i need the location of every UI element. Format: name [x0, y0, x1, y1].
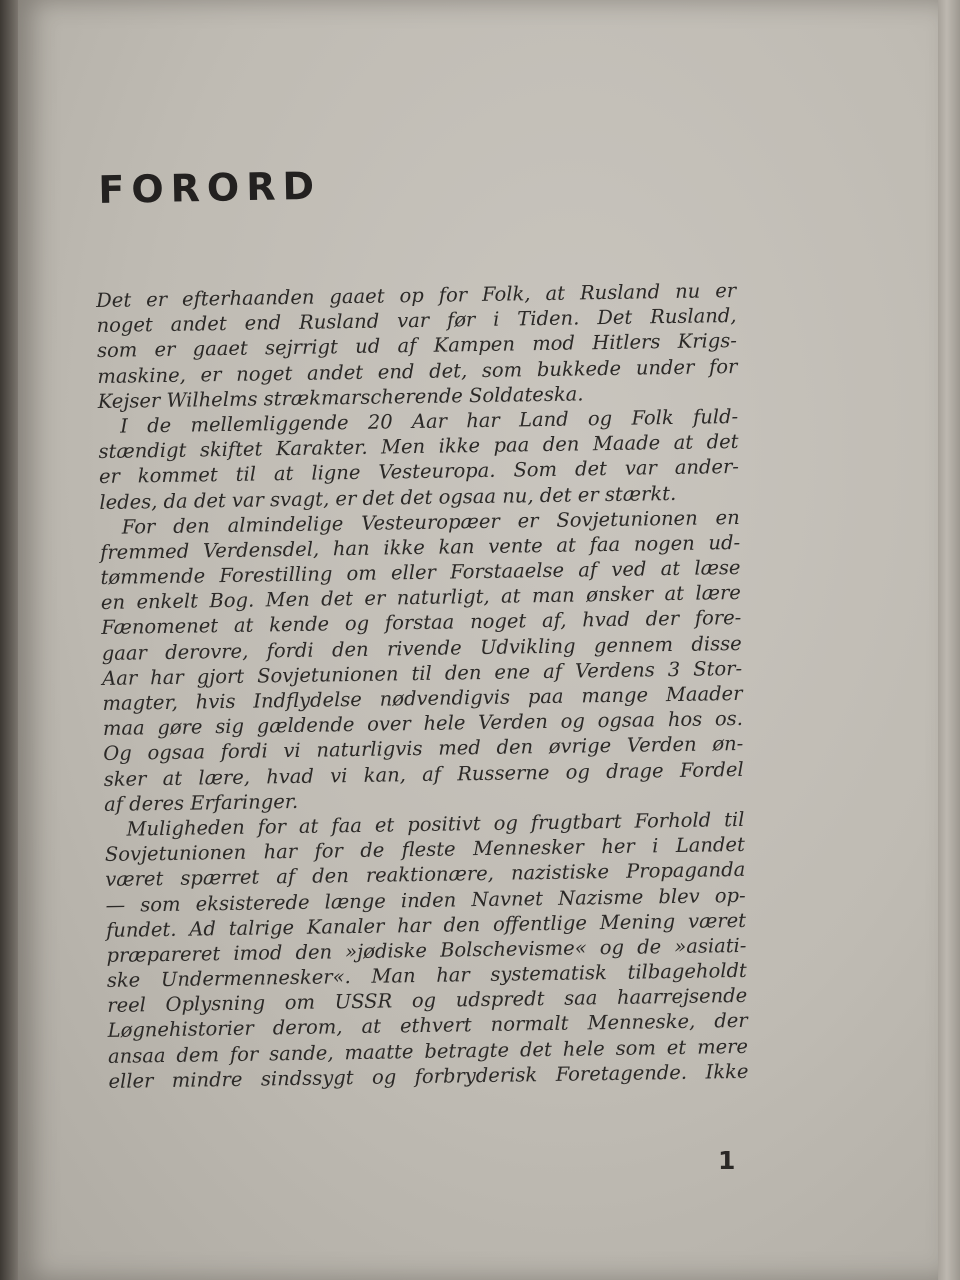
text-line: reel Oplysning om USSR og udspredt saa haarrejsende [107, 984, 748, 1018]
text-line: tømmende Forestilling om eller Forstaaelse af ved at læse [100, 555, 741, 590]
text-line: som er gaaet sejrrigt ud af Kampen mod Hitlers Krigs- [96, 329, 738, 363]
text-line: eller mindre sindssygt og forbryderisk Foretagende. Ikke [108, 1059, 749, 1093]
text-line: magter, hvis Indflydelse nødvendigvis paa mange Maader [102, 681, 743, 715]
text-line: Løgnehistorier derom, at ethvert normalt Menneske, der [107, 1009, 748, 1043]
text-line: fremmed Verdensdel, han ikke kan vente at faa nogen ud- [99, 530, 741, 564]
text-line: Aar har gjort Sovjetunionen til den ene af Verdens 3 Stor- [101, 656, 743, 690]
text-line: I de mellemliggende 20 Aar har Land og Folk fuld- [119, 404, 739, 438]
text-line: gaar derovre, fordi den rivende Udvikling gennem disse [101, 631, 742, 665]
body-text [96, 278, 749, 1094]
text-line: en enkelt Bog. Men det er naturligt, at man ønsker at lære [100, 581, 742, 615]
text-line: ske Undermennesker«. Man har systematisk tilbageholdt [106, 958, 747, 992]
text-line: maskine, er noget andet end det, som bukkede under for [97, 354, 738, 388]
text-line: Fænomenet at kende og forstaa noget af, hvad der fore- [101, 606, 742, 640]
text-line: — som eksisterede længe inden Navnet Nazisme blev op- [105, 883, 746, 917]
text-line: fundet. Ad talrige Kanaler har den offentlige Mening været [105, 908, 747, 942]
page-number: 1 [718, 1146, 736, 1175]
text-line: ledes, da det var svagt, er det det ogsaa nu, det er stærkt. [99, 481, 677, 514]
text-line: stændigt skiftet Karakter. Men ikke paa den Maade at det [98, 430, 739, 464]
text-line: sker at lære, hvad vi kan, af Russerne og drage Fordel [103, 757, 744, 791]
chapter-heading: FORORD [98, 163, 322, 212]
text-line: noget andet end Rusland var før i Tiden. Det Rusland, [96, 304, 737, 338]
text-line: Muligheden for at faa et positivt og frugtbart Forhold til [126, 807, 745, 841]
text-line: af deres Erfaringer. [103, 789, 299, 816]
text-line: Det er efterhaanden gaaet op for Folk, at Rusland nu er [96, 278, 737, 312]
text-line: været spærret af den reaktionære, nazistiske Propaganda [105, 858, 746, 892]
text-line: Sovjetunionen har for de fleste Mennesker her i Landet [104, 833, 746, 867]
text-line: præpareret imod den »jødiske Bolschevisme« og de »asiati- [106, 933, 747, 967]
text-line: Og ogsaa fordi vi naturligvis med den øvrige Verden øn- [103, 732, 744, 766]
text-line: Kejser Wilhelms strækmarscherende Soldateska. [97, 382, 584, 413]
text-line: For den almindelige Vesteuropæer er Sovjetunionen en [121, 505, 740, 539]
text-line: maa gøre sig gældende over hele Verden og ogsaa hos os. [102, 707, 744, 741]
text-line: er kommet til at ligne Vesteuropa. Som det var ander- [98, 455, 740, 489]
text-line: ansaa dem for sande, maatte betragte det hele som et mere [107, 1034, 749, 1068]
page-stack-edge [938, 0, 960, 1280]
